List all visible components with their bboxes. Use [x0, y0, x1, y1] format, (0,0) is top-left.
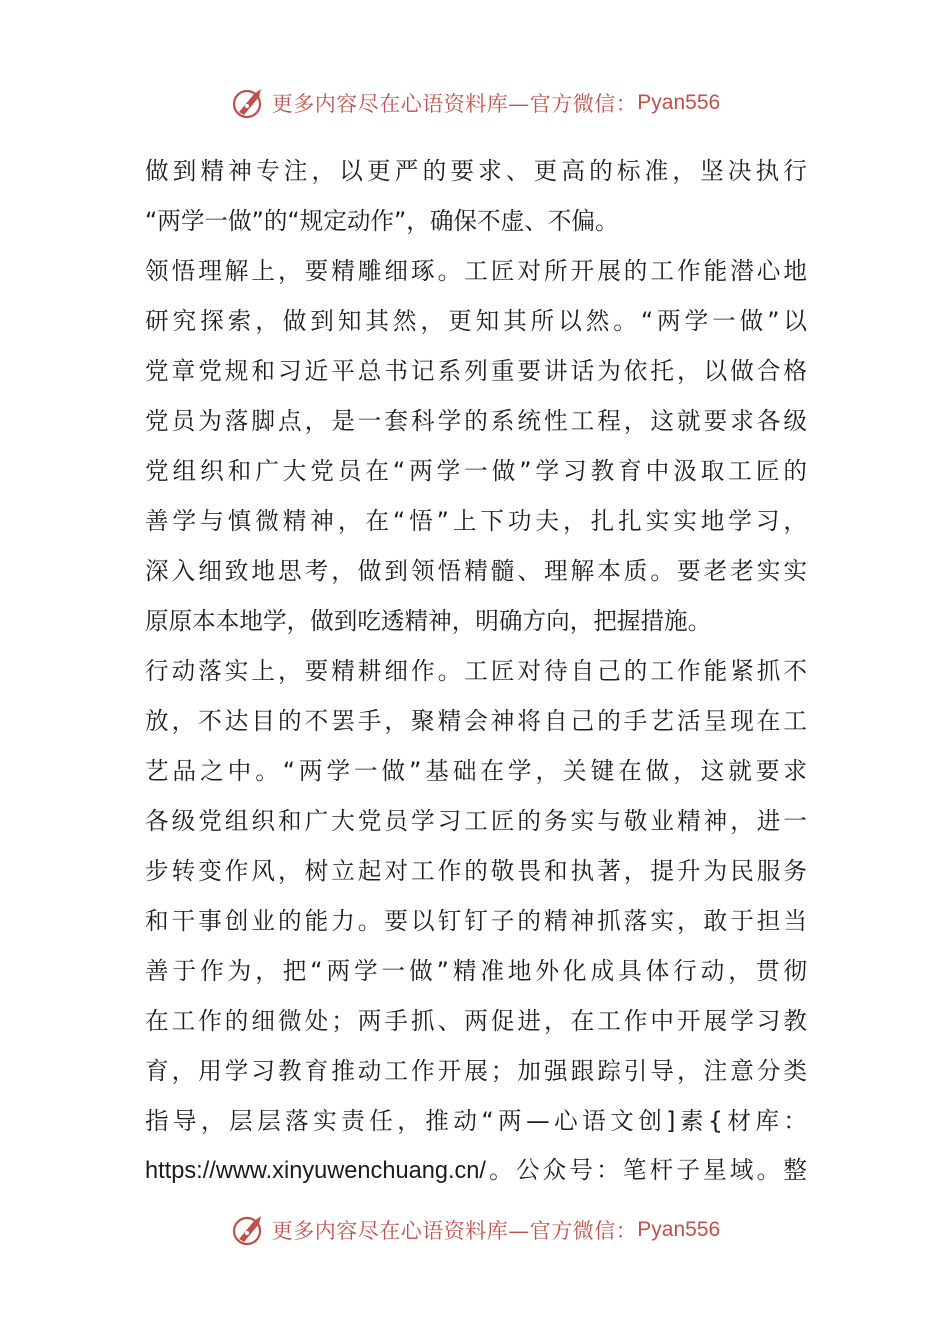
body-line: 党组织和广大党员在“两学一做”学习教育中汲取工匠的 [145, 457, 807, 485]
footer-banner-id: Pyan556 [637, 1218, 721, 1241]
header-banner-id: Pyan556 [637, 91, 721, 114]
body-line: 做到精神专注，以更严的要求、更高的标准，坚决执行 [145, 157, 807, 185]
header-banner [0, 83, 950, 123]
body-line: 善学与慎微精神，在“悟”上下功夫，扎扎实实地学习， [145, 507, 807, 535]
body-line: 步转变作风，树立起对工作的敬畏和执著，提升为民服务 [145, 857, 807, 885]
document-body [145, 146, 807, 1196]
body-line: 和干事创业的能力。要以钉钉子的精神抓落实，敢于担当 [145, 907, 807, 935]
footer-banner [0, 1210, 950, 1250]
body-line: 在工作的细微处；两手抓、两促进，在工作中开展学习教 [145, 1007, 807, 1035]
body-line: 深入细致地思考，做到领悟精髓、理解本质。要老老实实 [145, 557, 807, 585]
header-banner-text: 更多内容尽在心语资料库—官方微信： [271, 92, 638, 116]
body-line: 各级党组织和广大党员学习工匠的务实与敬业精神，进一 [145, 807, 807, 835]
body-line: 研究探索，做到知其然，更知其所以然。“两学一做”以 [145, 307, 807, 335]
body-line: 行动落实上，要精耕细作。工匠对待自己的工作能紧抓不 [145, 657, 807, 685]
body-line-url: https://www.xinyuwenchuang.cn/。公众号：笔杆子星域。整 [145, 1158, 807, 1184]
body-line: 党员为落脚点，是一套科学的系统性工程，这就要求各级 [145, 407, 807, 435]
body-line: 党章党规和习近平总书记系列重要讲话为依托，以做合格 [145, 357, 807, 385]
footer-banner-text: 更多内容尽在心语资料库—官方微信： [271, 1219, 638, 1243]
body-line: 善于作为，把“两学一做”精准地外化成具体行动，贯彻 [145, 957, 807, 985]
pen-nib-circle-icon [230, 85, 266, 121]
body-line: “两学一做”的“规定动作”，确保不虚、不偏。 [145, 207, 619, 235]
body-line: 指导，层层落实责任，推动“两—心语文创]素{材库： [145, 1107, 807, 1135]
body-line: 放，不达目的不罢手，聚精会神将自己的手艺活呈现在工 [145, 707, 807, 735]
body-line: 育，用学习教育推动工作开展；加强跟踪引导，注意分类 [145, 1057, 807, 1085]
body-line: 艺品之中。“两学一做”基础在学，关键在做，这就要求 [145, 757, 807, 785]
body-line: 原原本本地学，做到吃透精神，明确方向，把握措施。 [145, 607, 712, 635]
pen-nib-circle-icon [230, 1212, 266, 1248]
body-line: 领悟理解上，要精雕细琢。工匠对所开展的工作能潜心地 [145, 257, 807, 285]
